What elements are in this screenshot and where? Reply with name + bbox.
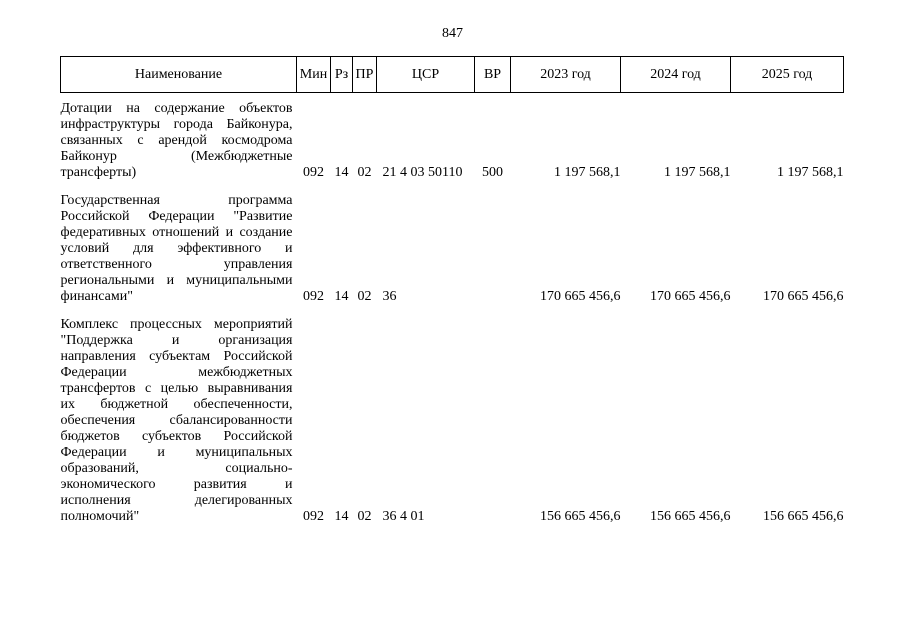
table-row	[61, 193, 844, 305]
row-2023: 156 665 456,6	[540, 509, 621, 524]
row-csr: 36 4 01	[382, 509, 425, 524]
row-pr: 02	[357, 509, 372, 524]
row-2024: 1 197 568,1	[664, 165, 731, 180]
row-csr: 36	[382, 289, 397, 304]
header-2023: 2023 год	[511, 57, 621, 93]
row-rz: 14	[334, 509, 349, 524]
header-name: Наименование	[61, 57, 297, 93]
row-min: 092	[303, 289, 324, 304]
header-min: Мин	[297, 57, 331, 93]
row-rz: 14	[334, 165, 349, 180]
header-rz: Рз	[331, 57, 353, 93]
row-2023: 1 197 568,1	[554, 165, 621, 180]
row-rz: 14	[334, 289, 349, 304]
row-2023: 170 665 456,6	[540, 289, 621, 304]
row-vr	[475, 317, 511, 525]
row-name: Комплекс процессных мероприятий "Поддержка и организация направления субъектам Российской Федерации межбюджетных трансфертов с целью выравнивания их бюджетной обеспеченности, обеспечения сбалансированности бюджетов субъектов Российской Федерации и муниципальных образований, социально-экономического развития и исполнения делегированных полномочий"	[60, 317, 293, 524]
row-2025: 156 665 456,6	[763, 509, 844, 524]
budget-table	[60, 56, 844, 525]
row-csr: 21 4 03 50110	[382, 165, 463, 180]
row-pr: 02	[357, 289, 372, 304]
row-min: 092	[303, 509, 324, 524]
row-name: Дотации на содержание объектов инфраструктуры города Байконура, связанных с арендой космодрома Байконур (Межбюджетные трансферты)	[60, 101, 293, 180]
row-2024: 156 665 456,6	[650, 509, 731, 524]
row-2025: 170 665 456,6	[763, 289, 844, 304]
table-row	[61, 93, 844, 182]
header-2024: 2024 год	[621, 57, 731, 93]
table-header-row	[61, 57, 844, 93]
row-name: Государственная программа Российской Федерации "Развитие федеративных отношений и создание условий для эффективного и ответственного управления региональными и муниципальными финансами"	[60, 193, 293, 304]
header-2025: 2025 год	[731, 57, 844, 93]
row-vr: 500	[482, 165, 503, 180]
table-row	[61, 317, 844, 525]
row-vr	[475, 193, 511, 305]
header-pr: ПР	[353, 57, 377, 93]
row-min: 092	[303, 165, 324, 180]
row-2025: 1 197 568,1	[777, 165, 844, 180]
header-vr: ВР	[475, 57, 511, 93]
row-pr: 02	[357, 165, 372, 180]
row-2024: 170 665 456,6	[650, 289, 731, 304]
header-csr: ЦСР	[377, 57, 475, 93]
page-number: 847	[442, 26, 463, 41]
